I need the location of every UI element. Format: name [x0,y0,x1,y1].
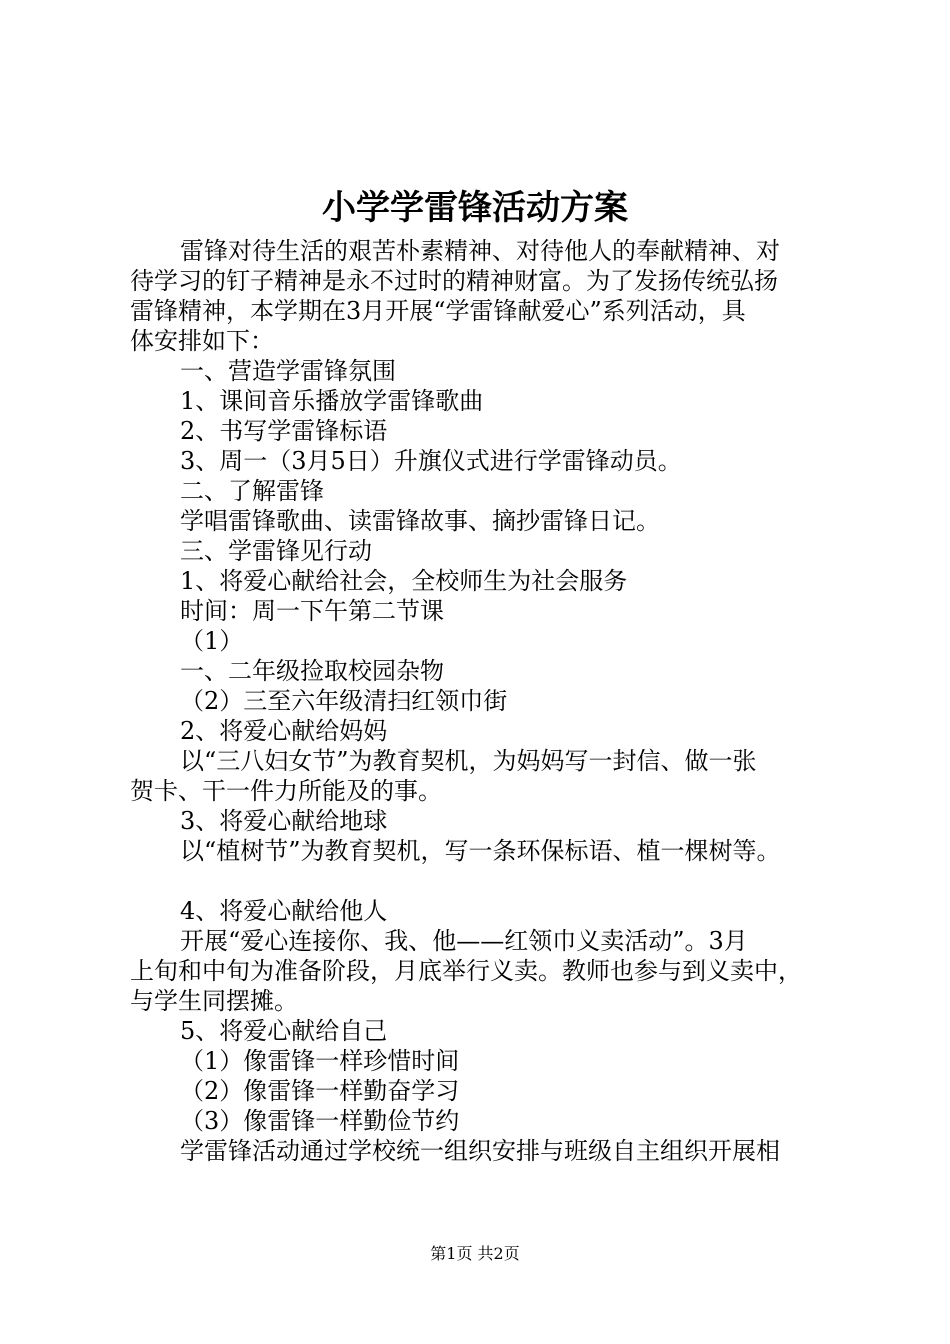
paragraph-line: 学唱雷锋歌曲、读雷锋故事、摘抄雷锋日记。 [180,507,660,535]
paragraph-line: 体安排如下： [130,327,274,355]
paragraph-line: 贺卡、干一件力所能及的事。 [130,777,442,805]
paragraph-line: 以“植树节”为教育契机，写一条环保标语、植一棵树等。 [180,837,781,865]
paragraph-line: 时间：周一下午第二节课 [180,597,444,625]
list-item: 5、将爱心献给自己 [180,1017,388,1045]
list-item: 1、将爱心献给社会，全校师生为社会服务 [180,567,628,595]
paragraph-line: 学雷锋活动通过学校统一组织安排与班级自主组织开展相 [180,1137,780,1165]
list-item: 3、将爱心献给地球 [180,807,388,835]
section-heading: 二、了解雷锋 [180,477,324,505]
page-footer: 第1页 共2页 [430,1244,520,1263]
list-item: 1、课间音乐播放学雷锋歌曲 [180,387,484,415]
document-title: 小学学雷锋活动方案 [322,188,628,228]
list-item: 3、周一（3月5日）升旗仪式进行学雷锋动员。 [180,447,682,475]
list-item: （2）三至六年级清扫红领巾街 [180,687,508,715]
paragraph-line: 开展“爱心连接你、我、他——红领巾义卖活动”。3月 [180,927,748,955]
list-item: （2）像雷锋一样勤奋学习 [180,1077,460,1105]
paragraph-line: 雷锋对待生活的艰苦朴素精神、对待他人的奉献精神、对 [180,237,780,265]
list-item: （3）像雷锋一样勤俭节约 [180,1107,460,1135]
list-item: 一、二年级捡取校园杂物 [180,657,444,685]
document-body [130,236,850,1166]
section-heading: 三、学雷锋见行动 [180,537,372,565]
paragraph-line: 上旬和中旬为准备阶段，月底举行义卖。教师也参与到义卖中， [130,957,802,985]
paragraph-line: 雷锋精神，本学期在3月开展“学雷锋献爱心”系列活动，具 [130,297,746,325]
list-item: （1）像雷锋一样珍惜时间 [180,1047,460,1075]
list-item: 2、书写学雷锋标语 [180,417,388,445]
list-item: 2、将爱心献给妈妈 [180,717,388,745]
blank-line [130,866,850,896]
paragraph-line: 与学生同摆摊。 [130,987,298,1015]
list-item: （1） [180,627,244,655]
section-heading: 一、营造学雷锋氛围 [180,357,396,385]
list-item: 4、将爱心献给他人 [180,897,388,925]
paragraph-line: 以“三八妇女节”为教育契机，为妈妈写一封信、做一张 [180,747,757,775]
paragraph-line: 待学习的钉子精神是永不过时的精神财富。为了发扬传统弘扬 [130,267,778,295]
